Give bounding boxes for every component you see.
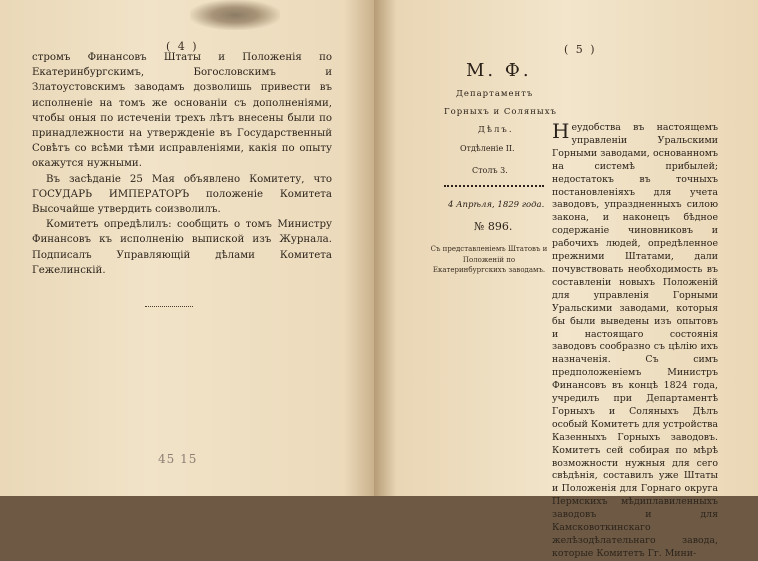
department-line-3: Дѣлъ. — [478, 125, 514, 135]
document-number: № 896. — [474, 220, 513, 233]
ministry-heading: М. Ф. — [466, 60, 532, 81]
paper-stain — [190, 0, 280, 30]
right-body-text — [552, 119, 718, 561]
right-body-paragraph: еудобства въ настоящемъ управленіи Уральскими Горными заводами, основанномъ на системѣ прибылей; недостатокъ въ точныхъ постановленіяхъ для учета заводовъ, упраздненныхъ силою закона, и наконецъ бѣдное содержаніе чиновниковъ и рабочихъ людей, опредѣленное прежними Штатами, дали почувствовать необходимость въ составленіи новыхъ Положеній для управленія Горными Уральскими заводами, которыя бы были выведены изъ опытовъ и настоящаго состоянія заводовъ сообразно съ цѣлію ихъ назначенія. Съ симъ предположеніемъ Министръ Финансовъ въ концѣ 1824 года, учредилъ при Департаментѣ Горныхъ и Соляныхъ Дѣлъ особый Комитетъ для устройства Казенныхъ Горныхъ заводовъ. Комитетъ сей собирая по мѣрѣ возможности нужныя для сего свѣдѣнія, составилъ уже Штаты и Положенія для Горнаго округа Пермскихъ мѣдиплавиленныхъ заводовъ и для Камсковоткинскаго желѣзодѣлательнаго завода, которые Комитетъ Гг. Мини- — [552, 122, 718, 559]
pencil-mark: 45 15 — [158, 452, 198, 466]
drop-cap: Н — [552, 119, 570, 143]
department-line-2: Горныхъ и Соляныхъ — [444, 107, 557, 117]
desk-label: Столъ 3. — [472, 166, 508, 175]
dotted-rule — [145, 306, 193, 307]
left-paragraph-2: Въ засѣданіе 25 Мая объявлено Комитету, что ГОСУДАРЬ ИМПЕРАТОРЪ положеніе Комитета Высочайше утвердить соизволилъ. — [32, 173, 332, 216]
section-label: Отдѣленіе II. — [460, 144, 515, 153]
left-paragraph-3: Комитетъ опредѣлилъ: сообщить о томъ Министру Финансовъ къ исполненію выпиской изъ Журнала. Подписалъ Управляющій дѣлами Комитета Гежелинскій. — [32, 219, 332, 276]
document-date: 4 Апрѣля, 1829 года. — [448, 200, 545, 210]
page-number-left: ( 4 ) — [166, 40, 199, 53]
left-paragraph-1: стромъ Финансовъ Штаты и Положенія по Екатеринбургскимъ, Богословскимъ и Златоустовскимъ заводамъ дозволишь привести въ исполненіе на томъ же основаніи съ дополненіями, чтобы оныя по истеченіи трехъ лѣтъ внесены были по принадлежности на утвержденіе въ Государственный Совѣтъ со всѣми тѣми исправленіями, какія по опыту окажутся нужными. — [32, 52, 332, 170]
margin-note: Съ представленіемъ Штатовъ и Положеній по Екатеринбургскихъ заводамъ. — [430, 245, 548, 274]
left-body-text — [32, 50, 332, 278]
left-page — [0, 0, 374, 496]
page-number-right: ( 5 ) — [564, 43, 597, 56]
department-line-1: Департаментъ — [456, 89, 534, 99]
dotted-separator — [444, 185, 544, 187]
